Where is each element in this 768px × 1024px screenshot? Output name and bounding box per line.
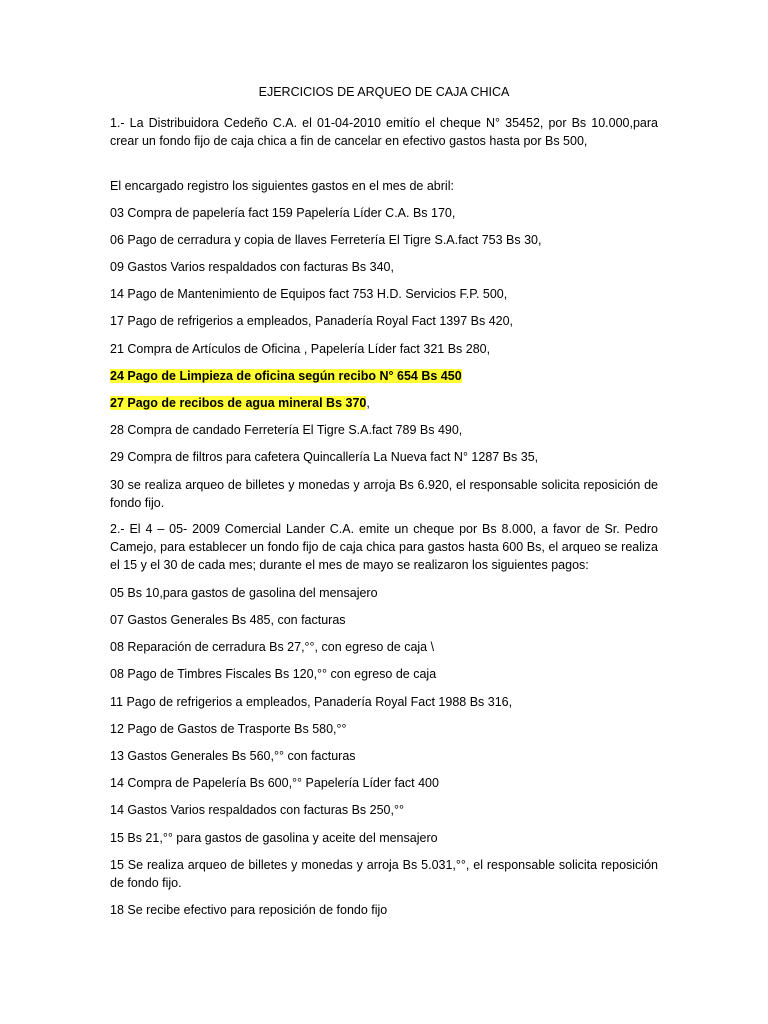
- list-item: 07 Gastos Generales Bs 485, con facturas: [110, 613, 346, 627]
- document-title: EJERCICIOS DE ARQUEO DE CAJA CHICA: [258, 85, 510, 99]
- highlight-text: 24 Pago de Limpieza de oficina según recibo N° 654 Bs 450: [110, 369, 462, 383]
- list-item: 14 Compra de Papelería Bs 600,°° Papelería Líder fact 400: [110, 776, 439, 790]
- list-item: 06 Pago de cerradura y copia de llaves Ferretería El Tigre S.A.fact 753 Bs 30,: [110, 233, 542, 247]
- list-item: 29 Compra de filtros para cafetera Quincallería La Nueva fact N° 1287 Bs 35,: [110, 450, 539, 464]
- exercise-1-intro: 1.- La Distribuidora Cedeño C.A. el 01-04-2010 emitío el cheque N° 35452, por Bs 10.000,para crear un fondo fijo de caja chica a fin de cancelar en efectivo gastos hasta por Bs 500,: [110, 116, 658, 148]
- list-item: 11 Pago de refrigerios a empleados, Panadería Royal Fact 1988 Bs 316,: [110, 695, 513, 709]
- list-item: 15 Bs 21,°° para gastos de gasolina y aceite del mensajero: [110, 831, 438, 845]
- exercise-1-lead: El encargado registro los siguientes gastos en el mes de abril:: [110, 179, 454, 193]
- exercise-2-intro: 2.- El 4 – 05- 2009 Comercial Lander C.A. emite un cheque por Bs 8.000, a favor de Sr. Pedro Camejo, para establecer un fondo fijo de caja chica para gastos hasta 600 Bs, el arqueo se realiza el 15 y el 30 de cada mes; durante el mes de mayo se realizaron los siguientes pagos:: [110, 522, 658, 572]
- exercise-1-closing: 30 se realiza arqueo de billetes y monedas y arroja Bs 6.920, el responsable solicita reposición de fondo fijo.: [110, 478, 658, 510]
- highlight-text: 27 Pago de recibos de agua mineral Bs 370: [110, 396, 367, 410]
- list-item: 21 Compra de Artículos de Oficina , Papelería Líder fact 321 Bs 280,: [110, 342, 491, 356]
- highlighted-item: [110, 394, 658, 412]
- exercise-2-closing: 15 Se realiza arqueo de billetes y monedas y arroja Bs 5.031,°°, el responsable solicita reposición de fondo fijo.: [110, 858, 658, 890]
- highlighted-item: [110, 367, 658, 385]
- list-item: 09 Gastos Varios respaldados con facturas Bs 340,: [110, 260, 394, 274]
- list-item: 12 Pago de Gastos de Trasporte Bs 580,°°: [110, 722, 347, 736]
- list-item: 13 Gastos Generales Bs 560,°° con facturas: [110, 749, 356, 763]
- list-item: 14 Gastos Varios respaldados con facturas Bs 250,°°: [110, 803, 404, 817]
- list-item: 17 Pago de refrigerios a empleados, Panadería Royal Fact 1397 Bs 420,: [110, 314, 514, 328]
- list-item: 14 Pago de Mantenimiento de Equipos fact 753 H.D. Servicios F.P. 500,: [110, 287, 508, 301]
- list-item: 08 Reparación de cerradura Bs 27,°°, con egreso de caja \: [110, 640, 435, 654]
- highlight-tail: ,: [366, 396, 370, 410]
- list-item: 28 Compra de candado Ferretería El Tigre S.A.fact 789 Bs 490,: [110, 423, 463, 437]
- list-item: 08 Pago de Timbres Fiscales Bs 120,°° con egreso de caja: [110, 667, 437, 681]
- list-item: 03 Compra de papelería fact 159 Papelería Líder C.A. Bs 170,: [110, 206, 456, 220]
- list-item: 05 Bs 10,para gastos de gasolina del mensajero: [110, 586, 378, 600]
- exercise-2-last: 18 Se recibe efectivo para reposición de fondo fijo: [110, 903, 388, 917]
